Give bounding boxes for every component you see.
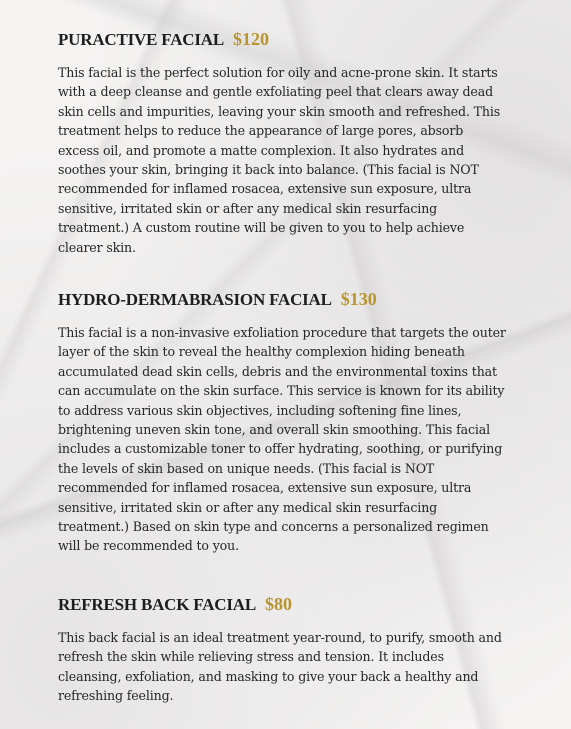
service-heading (58, 286, 506, 310)
service-name: HYDRO-DERMABRASION FACIAL (58, 290, 332, 309)
service-name: REFRESH BACK FACIAL (58, 595, 257, 614)
service-hydro-dermabrasion-facial (58, 286, 506, 556)
service-heading (58, 591, 506, 615)
service-refresh-back-facial (58, 591, 506, 706)
service-puractive-facial (58, 26, 506, 257)
service-price: $80 (265, 594, 293, 614)
service-description: This facial is a non-invasive exfoliation procedure that targets the outer layer of the skin to reveal the healthy complexion hiding beneath accumulated dead skin cells, debris and the environmental toxins that can accumulate on the skin surface. This service is known for its ability to address various skin objectives, including softening fine lines, brightening uneven skin tone, and overall skin smoothing. This facial includes a customizable toner to offer hydrating, soothing, or purifying the levels of skin based on unique needs. (This facial is NOT recommended for inflamed rosacea, extensive sun exposure, ultra sensitive, irritated skin or after any medical skin resurfacing treatment.) Based on skin type and concerns a personalized regimen will be recommended to you. (58, 325, 506, 554)
service-price: $130 (340, 289, 377, 309)
service-price: $120 (233, 29, 270, 49)
service-description: This facial is the perfect solution for oily and acne-prone skin. It starts with a deep cleanse and gentle exfoliating peel that clears away dead skin cells and impurities, leaving your skin smooth and refreshed. This treatment helps to reduce the appearance of large pores, absorb excess oil, and promote a matte complexion. It also hydrates and soothes your skin, bringing it back into balance. (This facial is NOT recommended for inflamed rosacea, extensive sun exposure, ultra sensitive, irritated skin or after any medical skin resurfacing treatment.) A custom routine will be given to you to help achieve clearer skin. (58, 65, 501, 255)
service-name: PURACTIVE FACIAL (58, 30, 225, 49)
service-description: This back facial is an ideal treatment year-round, to purify, smooth and refresh the skin while relieving stress and tension. It includes cleansing, exfoliation, and masking to give your back a healthy and refreshing feeling. (58, 630, 502, 704)
service-heading (58, 26, 506, 50)
